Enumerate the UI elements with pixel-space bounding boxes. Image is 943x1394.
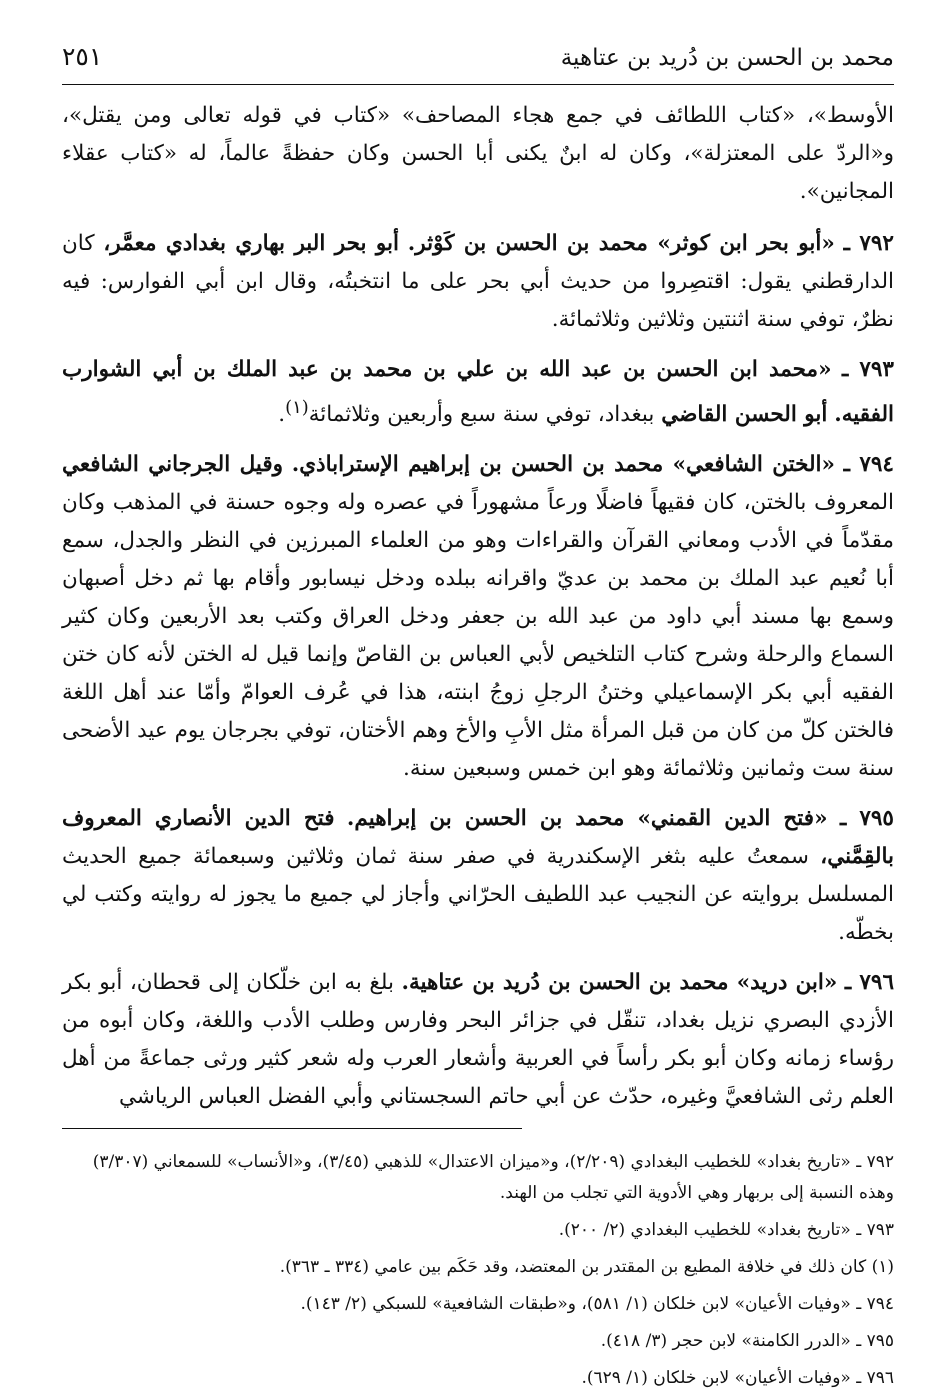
entry-heading: «الختن الشافعي» محمد بن الحسن بن إبراهيم الإستراباذي. <box>291 452 835 478</box>
continuation-paragraph: الأوسط»، «كتاب اللطائف في جمع هجاء المصاحف» «كتاب في قوله تعالى ومن يقتل»، و«الردّ على المعتزلة»، وكان له ابنٌ يكنى أبا الحسن وكان حفظةً عالماً، له «كتاب عقلاء المجانين». <box>62 103 894 204</box>
footnote-796: ٧٩٦ ـ «وفيات الأعيان» لابن خلكان (١/ ٦٢٩). <box>581 1368 894 1389</box>
footnote-793: ٧٩٣ ـ «تاريخ بغداد» للخطيب البغدادي (٢/ ٢٠٠). <box>558 1220 894 1241</box>
entry-796 <box>62 964 894 1116</box>
entry-subheading: وقيل الجرجاني الشافعي <box>62 452 283 478</box>
entry-subheading: أبو الحسن القاضي <box>661 402 828 428</box>
footnote-794: ٧٩٤ ـ «وفيات الأعيان» لابن خلكان (١/ ٥٨١)، و«طبقات الشافعية» للسبكي (٢/ ١٤٣). <box>300 1294 894 1315</box>
entry-subheading: أبو بحر البر بهاري بغدادي معمَّر، <box>103 231 399 256</box>
entry-795 <box>62 800 894 952</box>
footnote-marker: (١) <box>285 397 309 418</box>
entry-793: ٧٩٣ ـ «محمد ابن الحسن بن عبد الله بن علي بن محمد بن عبد الملك بن أبي الشوارب الفقيه. أبو الحسن القاضي ببغداد، توفي سنة سبع وأربعين وثلاثمائة$^{(١)}$. <box>62 357 894 428</box>
main-text <box>62 97 894 1116</box>
entry-number: ٧٩٥ ـ <box>839 806 894 832</box>
entry-heading: «محمد ابن الحسن بن عبد الله بن علي بن محمد بن عبد الملك بن أبي الشوارب الفقيه. <box>62 357 894 428</box>
entry-text: المعروف بالختن، كان فقيهاً فاضلًا ورعاً مشهوراً في عصره وله وجوه حسنة في المذهب وكان مقدّماً في الأدب ومعاني القرآن والقراءات وهو من العلماء المبرزين في النظر والجدل، سمع أبا نُعيم عبد الملك بن محمد بن عديّ واقرانه ببلده ودخل نيسابور وأقام بها ثم دخل أصبهان وسمع بها مسند أبي داود من عبد الله بن جعفر ودخل العراق وكتب بعد الأربعين وكان كثير السماع والرحلة وشرح كتاب التلخيص لأبي العباس بن القاصّ وإنما قيل له الختن لأنه كان ختن الفقيه أبي بكر الإسماعيلي وختنُ الرجلِ زوجُ ابنته، هذا في عُرف العوامّ وأمّا عند أهل اللغة فالختن كلّ من كان من قبل المرأة مثل الأبِ والأخ وهم الأختان، توفي بجرجان يوم عيد الأضحى سنة ست وثمانين وثلاثمائة وهو ابن خمس وسبعين سنة. <box>62 490 894 782</box>
footnote-795: ٧٩٥ ـ «الدرر الكامنة» لابن حجر (٣/ ٤١٨). <box>600 1331 894 1352</box>
entry-subheading: فتح الدين الأنصاري المعروف بالقِمَّني، <box>62 806 894 870</box>
page-number: ٢٥١ <box>62 42 103 71</box>
entry-text: سمعتُ عليه بثغر الإسكندرية في صفر سنة ثمان وثلاثين وسبعمائة جميع الحديث المسلسل بروايته عن النجيب عبد اللطيف الحرّاني وأجاز لي جميع ما يجوز له روايته وكتب لي بخطّه. <box>62 844 894 946</box>
entry-792 <box>62 225 894 339</box>
footnote-rule <box>62 1128 522 1129</box>
book-page <box>62 42 894 1389</box>
footnotes <box>62 1147 894 1394</box>
entry-number: ٧٩٣ ـ <box>841 357 894 382</box>
entry-text: كان الدارقطني يقول: اقتصِروا من حديث أبي بحر على ما انتخبتُه، وقال ابن أبي الفوارس: فيه نظرٌ، توفي سنة اثنتين وثلاثين وثلاثمائة. <box>62 231 894 332</box>
page-header <box>62 42 894 84</box>
entry-text: ببغداد، توفي سنة سبع وأربعين وثلاثمائة <box>308 402 655 428</box>
running-title: محمد بن الحسن بن دُريد بن عتاهية <box>560 45 894 71</box>
footnote-1: (١) كان ذلك في خلافة المطيع بن المقتدر بن المعتضد، وقد حَكَم بين عامي (٣٣٤ ـ ٣٦٣). <box>279 1257 894 1278</box>
entry-794 <box>62 446 894 788</box>
entry-number: ٧٩٦ ـ <box>844 970 894 996</box>
entry-heading: «فتح الدين القمني» محمد بن الحسن بن إبراهيم. <box>346 806 828 832</box>
entry-number: ٧٩٢ ـ <box>843 231 894 256</box>
entry-number: ٧٩٤ ـ <box>843 452 894 478</box>
footnote-792: ٧٩٢ ـ «تاريخ بغداد» للخطيب البغدادي (٢/٢٠٩)، و«ميزان الاعتدال» للذهبي (٣/٤٥)، و«الأنساب» للسمعاني (٣/٣٠٧) وهذه النسبة إلى بربهار وهي الأدوية التي تجلب من الهند. <box>92 1152 894 1204</box>
entry-heading: «أبو بحر ابن كوثر» محمد بن الحسن بن كَوْثر. <box>407 231 835 256</box>
entry-text: بلغ به ابن خلّكان إلى قحطان، أبو بكر الأزدي البصري نزيل بغداد، تنقّل في جزائر البحر وفارس وطلب الأدب واللغة، وكان أبوه من رؤساء زمانه وكان أبو بكر رأساً في العربية وأشعار العرب وله شعر كثير ورثى جماعةً من أهل العلم رثى الشافعيَّ وغيره، حدّث عن أبي حاتم السجستاني وأبي الفضل العباس الرياشي <box>62 970 894 1110</box>
header-rule <box>62 84 894 85</box>
entry-heading: «ابن دريد» محمد بن الحسن بن دُريد بن عتاهية. <box>401 970 838 996</box>
